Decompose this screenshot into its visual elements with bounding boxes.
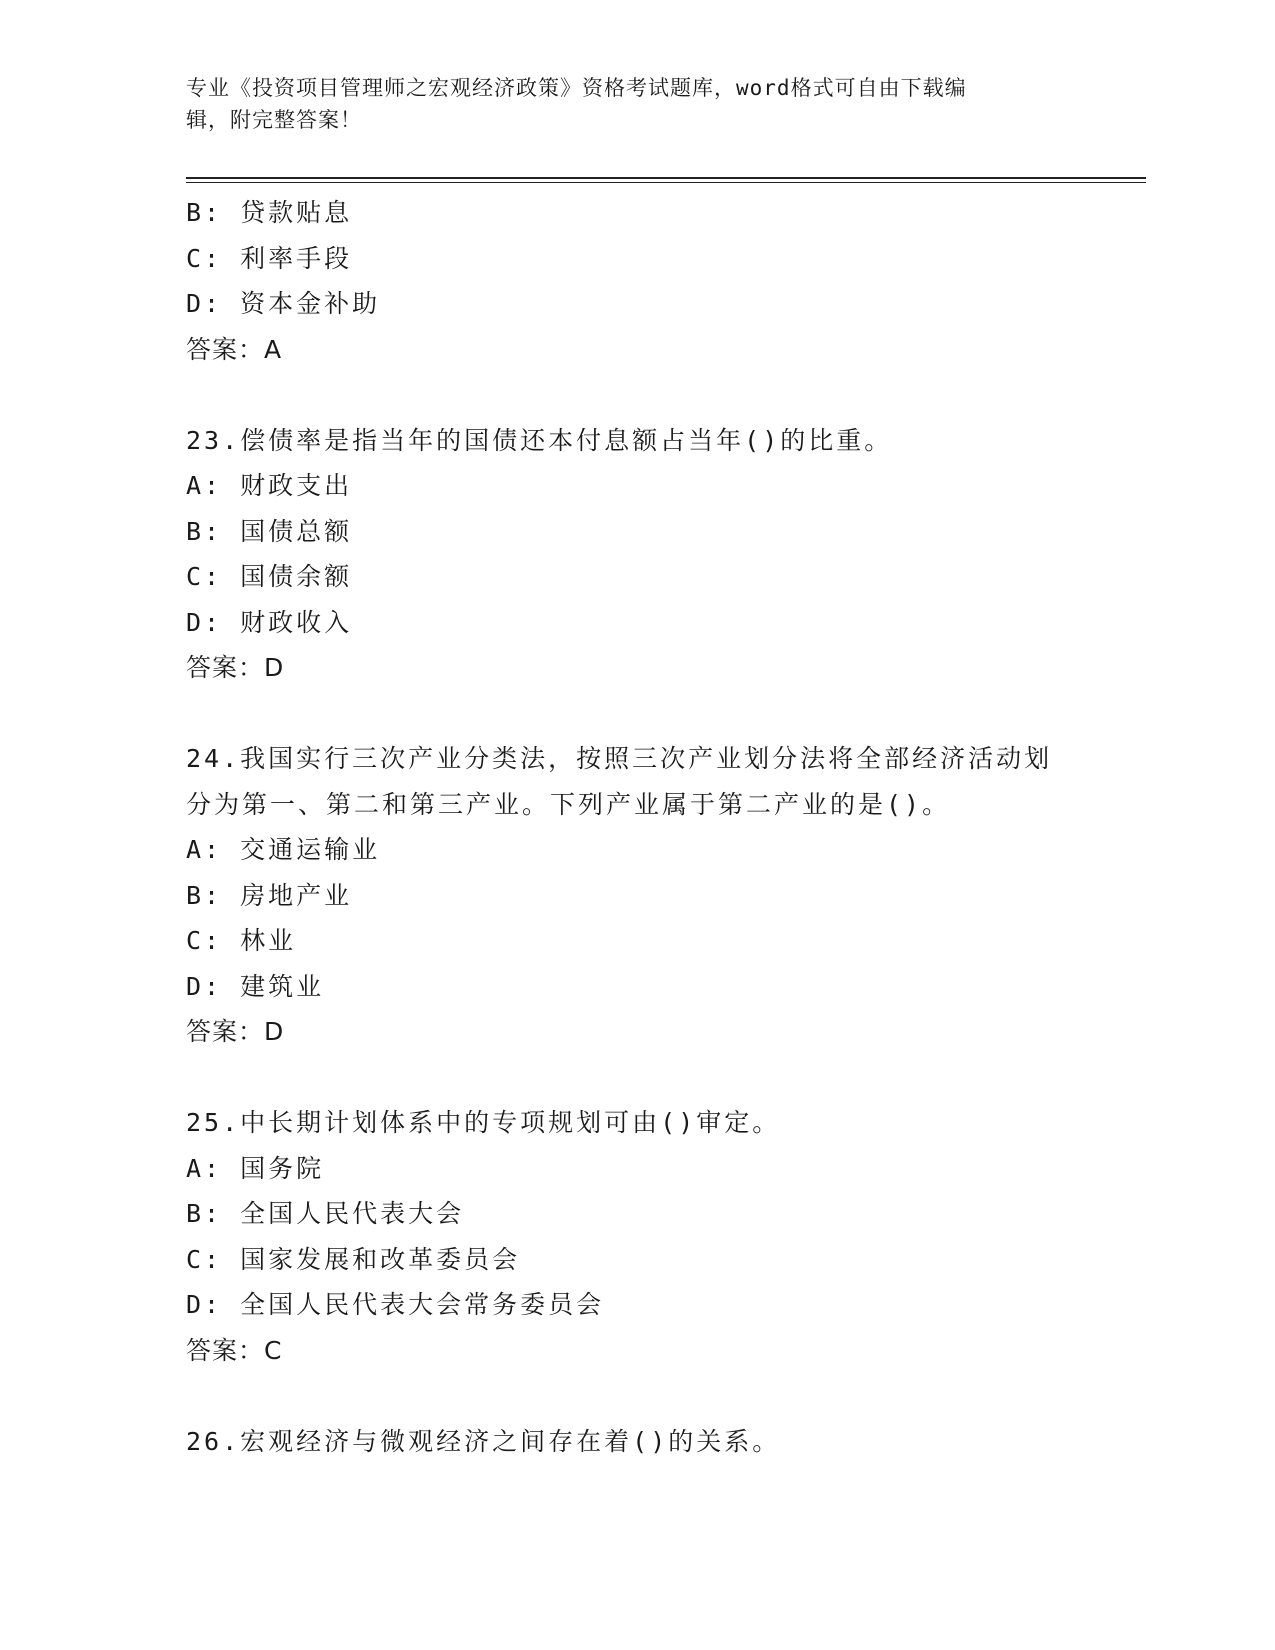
question-26 (186, 1419, 1146, 1465)
option-b: B: 国债总额 (186, 516, 353, 546)
header-line-2: 辑，附完整答案！ (186, 108, 362, 132)
option-a: A: 交通运输业 (186, 835, 381, 864)
option-a: A: 财政支出 (186, 471, 353, 500)
option-d: D: 建筑业 (186, 971, 325, 1001)
option-d: D: 资本金补助 (186, 289, 381, 318)
answer-line: 答案：D (186, 653, 285, 682)
spacer (186, 691, 1146, 737)
option-c: C: 利率手段 (186, 243, 353, 273)
answer-line: 答案：D (186, 1017, 285, 1046)
answer-line: 答案：A (186, 334, 283, 364)
question-24 (186, 736, 1146, 1055)
question-list (186, 190, 1146, 1464)
header-divider-thick (186, 177, 1146, 179)
question-23 (186, 418, 1146, 691)
question-stem: 25.中长期计划体系中的专项规划可由()审定。 (186, 1108, 781, 1137)
question-stem-line-1: 24.我国实行三次产业分类法，按照三次产业划分法将全部经济活动划 (186, 744, 1053, 773)
document-header (186, 72, 1066, 136)
option-b: B: 全国人民代表大会 (186, 1199, 465, 1228)
question-stem-line-2: 分为第一、第二和第三产业。下列产业属于第二产业的是()。 (186, 789, 951, 819)
option-d: D: 全国人民代表大会常务委员会 (186, 1290, 605, 1319)
header-line-1: 专业《投资项目管理师之宏观经济政策》资格考试题库，word格式可自由下载编 (186, 76, 967, 100)
option-d: D: 财政收入 (186, 607, 353, 637)
question-stem: 26.宏观经济与微观经济之间存在着()的关系。 (186, 1426, 781, 1456)
option-c: C: 国家发展和改革委员会 (186, 1244, 521, 1274)
option-c: C: 国债余额 (186, 562, 353, 591)
option-b: B: 房地产业 (186, 880, 353, 910)
option-a: A: 国务院 (186, 1153, 325, 1183)
question-stem: 23.偿债率是指当年的国债还本付息额占当年()的比重。 (186, 425, 893, 455)
question-22-tail (186, 190, 1146, 372)
header-divider-thin (186, 182, 1146, 183)
option-c: C: 林业 (186, 926, 297, 955)
answer-line: 答案：C (186, 1335, 283, 1365)
option-b: B: 贷款贴息 (186, 198, 353, 227)
spacer (186, 1373, 1146, 1419)
question-25 (186, 1100, 1146, 1373)
spacer (186, 372, 1146, 418)
spacer (186, 1055, 1146, 1101)
